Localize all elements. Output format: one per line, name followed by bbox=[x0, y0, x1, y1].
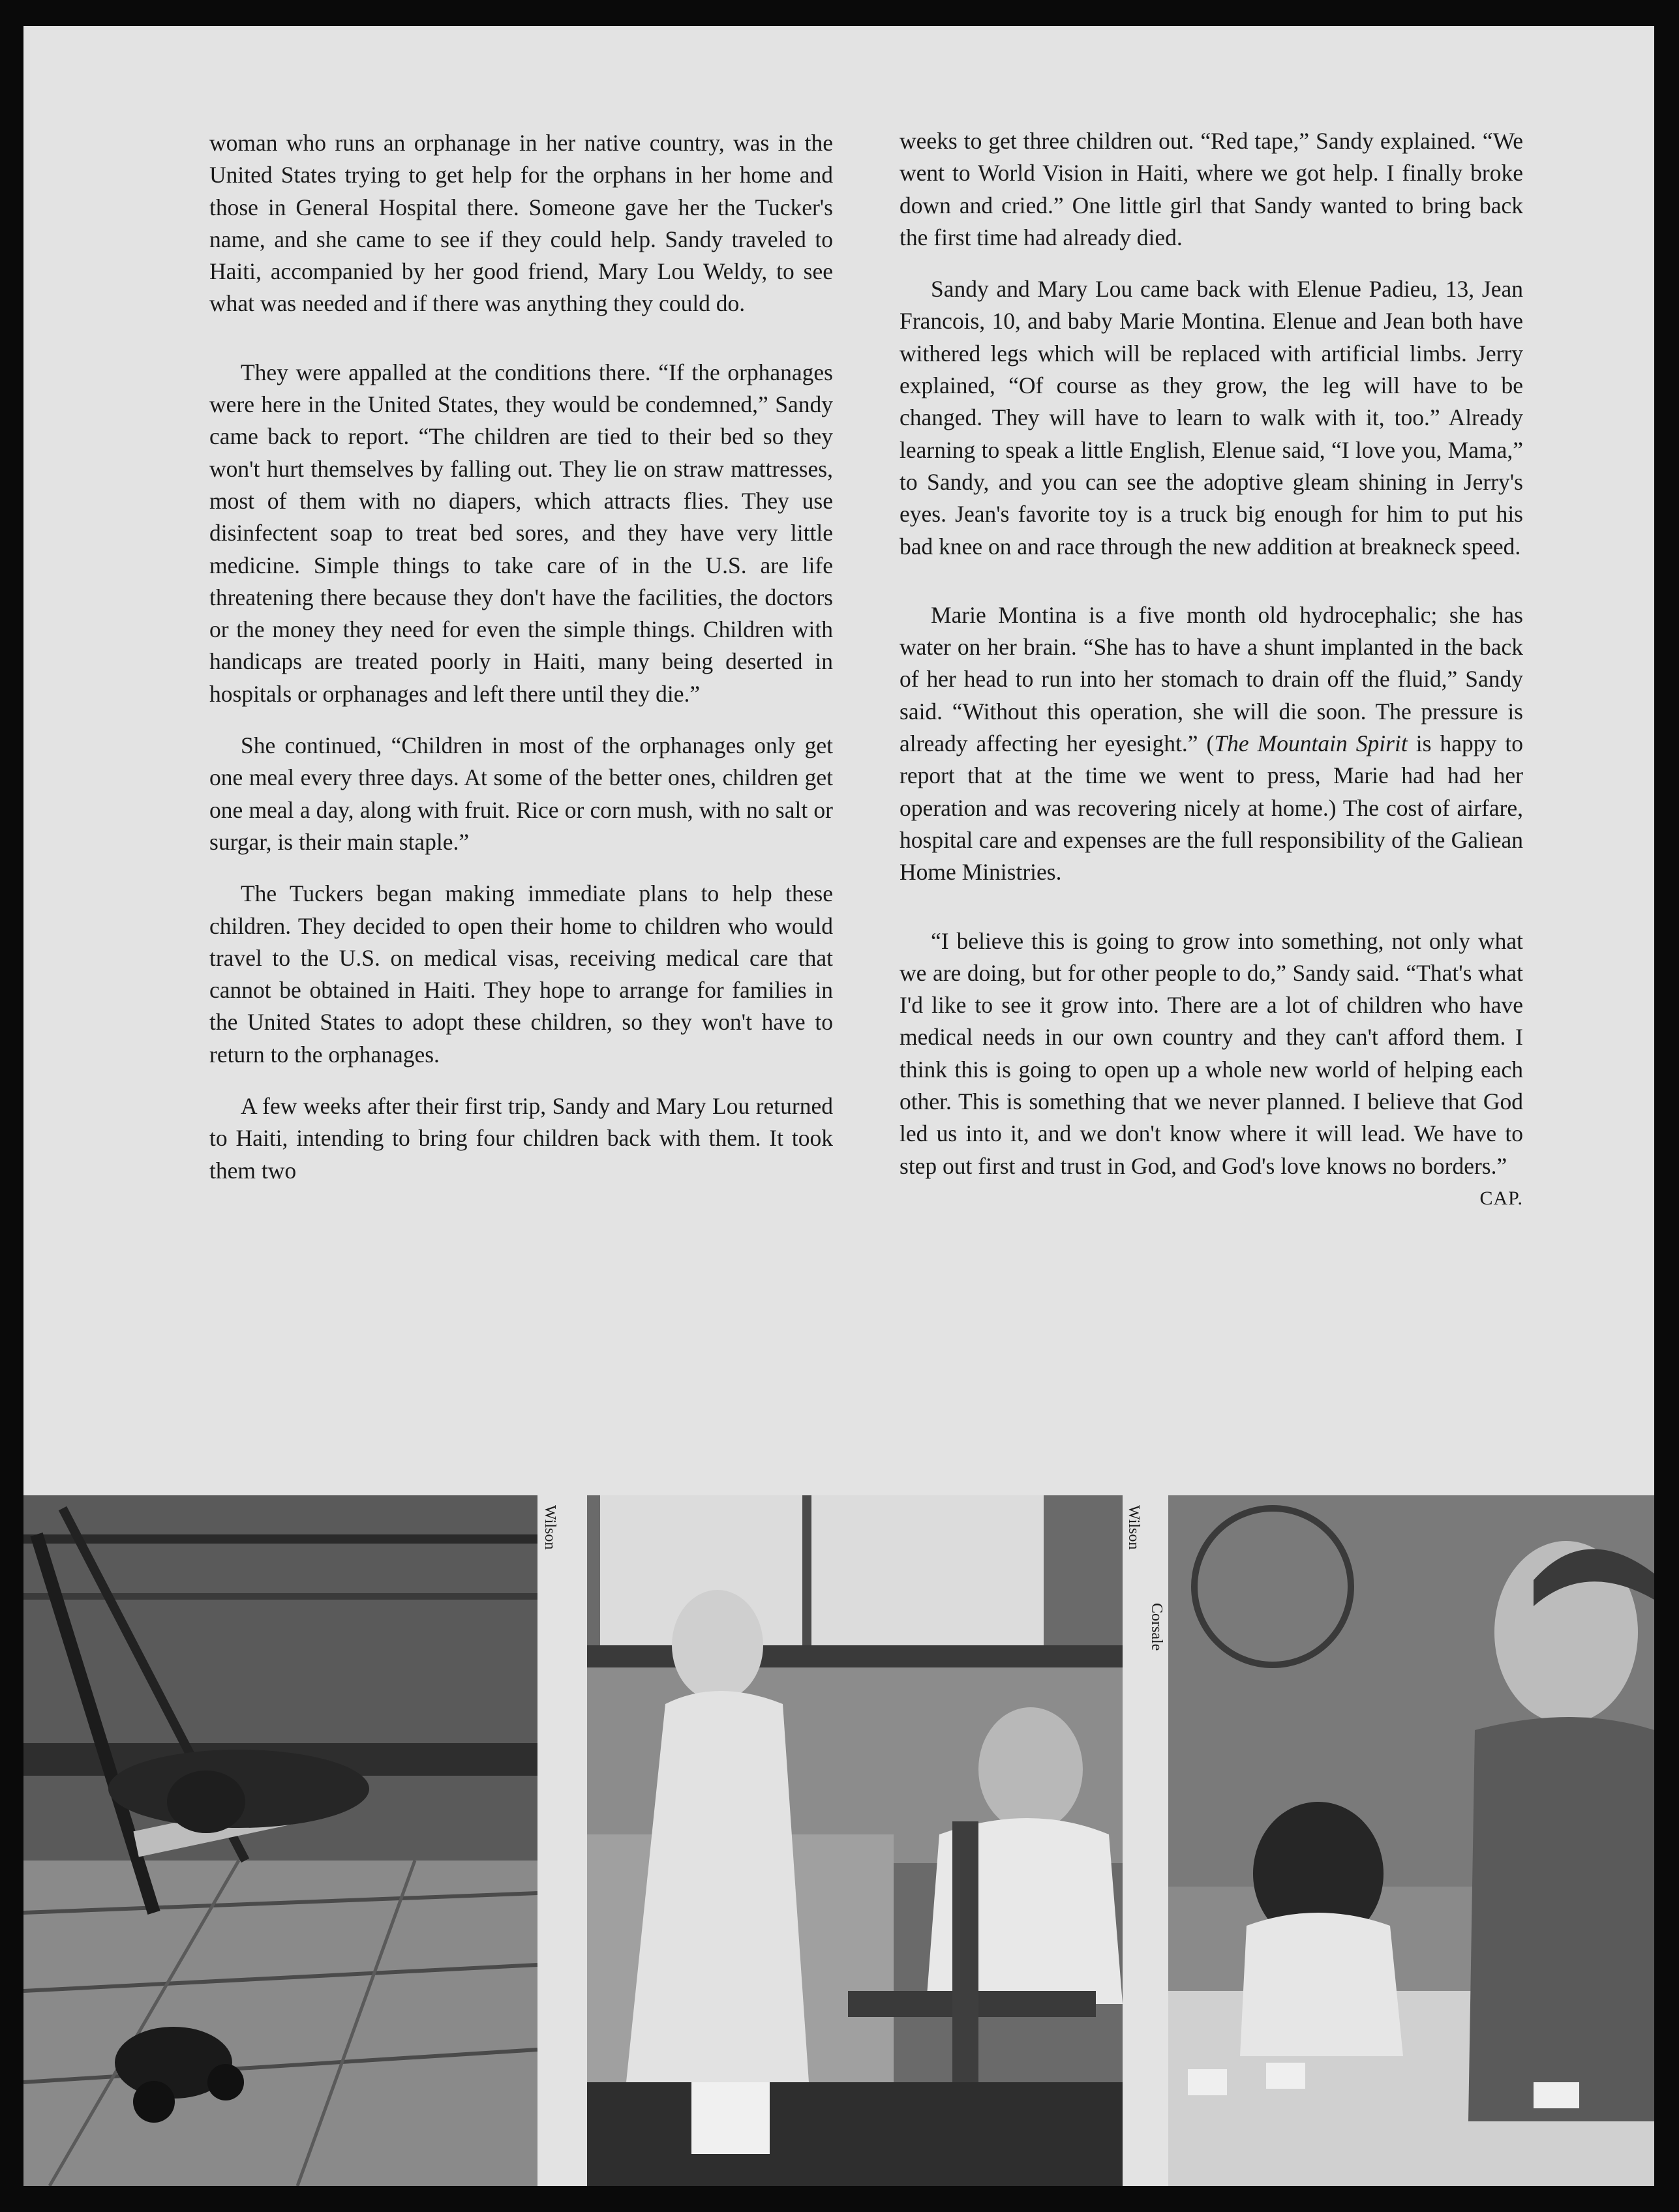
article-paragraph: woman who runs an orphanage in her native country, was in the United States trying to get help for the orphans in her home and those in General Hospital there. Someone gave her the Tucker's name, and she came to see if they could help. Sandy traveled to Haiti, accompanied by her good friend, Mary Lou Weldy, to see what was needed and if there was anything they could do. bbox=[209, 130, 833, 317]
closing-paragraph bbox=[900, 925, 1523, 1209]
magazine-name: The Mountain Spirit bbox=[1214, 730, 1408, 757]
photo-boy-on-swing-image bbox=[23, 1495, 537, 2186]
photo-boy-on-swing bbox=[23, 1495, 537, 2186]
photo-two-girls bbox=[587, 1495, 1123, 2186]
photo-credit: Wilson bbox=[541, 1505, 558, 1550]
author-signature: CAP. bbox=[1479, 1187, 1523, 1209]
photo-credit: Wilson bbox=[1125, 1505, 1142, 1550]
article-paragraph bbox=[900, 599, 1523, 889]
article-paragraph: The Tuckers began making immediate plans to help these children. They decided to open their home to children who would travel to the U.S. on medical visas, receiving medical care that cannot be obtained in Haiti. They hope to arrange for families in the United States to adopt these children, so they won't have to return to the orphanages. bbox=[209, 880, 833, 1068]
article-paragraph: weeks to get three children out. “Red tape,” Sandy explained. “We went to World Vision in Haiti, where we got help. I finally broke down and cried.” One little girl that Sandy wanted to bring back the first time had already died. bbox=[900, 128, 1523, 250]
article-paragraph: She continued, “Children in most of the orphanages only get one meal every three days. At some of the better ones, children get one meal a day, along with fruit. Rice or corn mush, with no salt or surgar, is their main staple.” bbox=[209, 732, 833, 855]
magazine-page bbox=[23, 26, 1654, 2186]
photo-woman-and-boy-image bbox=[1168, 1495, 1654, 2186]
paragraph-text: Marie Montina is a five month old hydrocephalic; she has water on her brain. “She has to have a shunt implanted in the back of her head to run into her stomach to drain off the fluid,” Sandy said. “Without this operation, she will die soon. The pressure is already affecting her eyesight.” ( bbox=[900, 601, 1523, 757]
left-text-column bbox=[209, 127, 833, 1206]
article-paragraph: Sandy and Mary Lou came back with Elenue Padieu, 13, Jean Francois, 10, and baby Marie Montina. Elenue and Jean both have withered legs which will be replaced with artificial limbs. Jerry explained, “Of course as they grow, the leg will have to be changed. They will have to learn to walk with it, too.” Already learning to speak a little English, Elenue said, “I love you, Mama,” to Sandy, and you can see the adoptive gleam shining in Jerry's eyes. Jean's favorite toy is a truck big enough for him to put his bad knee on and race through the new addition at breakneck speed. bbox=[900, 276, 1523, 560]
right-text-column bbox=[900, 125, 1523, 1214]
article-paragraph: A few weeks after their first trip, Sandy and Mary Lou returned to Haiti, intending to bring four children back with them. It took them two bbox=[209, 1093, 833, 1184]
article-paragraph: They were appalled at the conditions there. “If the orphanages were here in the United States, they would be condemned,” Sandy came back to report. “The children are tied to their bed so they won't hurt themselves by falling out. They lie on straw mattresses, most of them with no diapers, which attracts flies. They use disinfectent soap to treat bed sores, and they have very little medicine. Simple things to take care of in the U.S. are life threatening there because they don't have the facilities, the doctors or the money they need for even the simple things. Children with handicaps are treated poorly in Haiti, many being deserted in hospitals or orphanages and left there until they die.” bbox=[209, 359, 833, 707]
paragraph-text: “I believe this is going to grow into something, not only what we are doing, but for other people to do,” Sandy said. “That's what I'd like to see it grow into. There are a lot of children who have medical needs in our own country and they can't afford them. I think this is going to open up a whole new world of helping each other. This is something that we never planned. I believe that God led us into it, and we don't know where it will lead. We have to step out first and trust in God, and God's love knows no borders.” bbox=[900, 927, 1523, 1179]
paragraph-text: is happy to report that at the time we went to press, Marie had had her operation and was recovering nicely at home.) The cost of airfare, hospital care and expenses are the full responsibility of the Galiean Home Ministries. bbox=[900, 730, 1523, 886]
photo-two-girls-image bbox=[587, 1495, 1123, 2186]
photo-credit: Corsale bbox=[1148, 1603, 1165, 1651]
photo-woman-and-boy bbox=[1168, 1495, 1654, 2186]
